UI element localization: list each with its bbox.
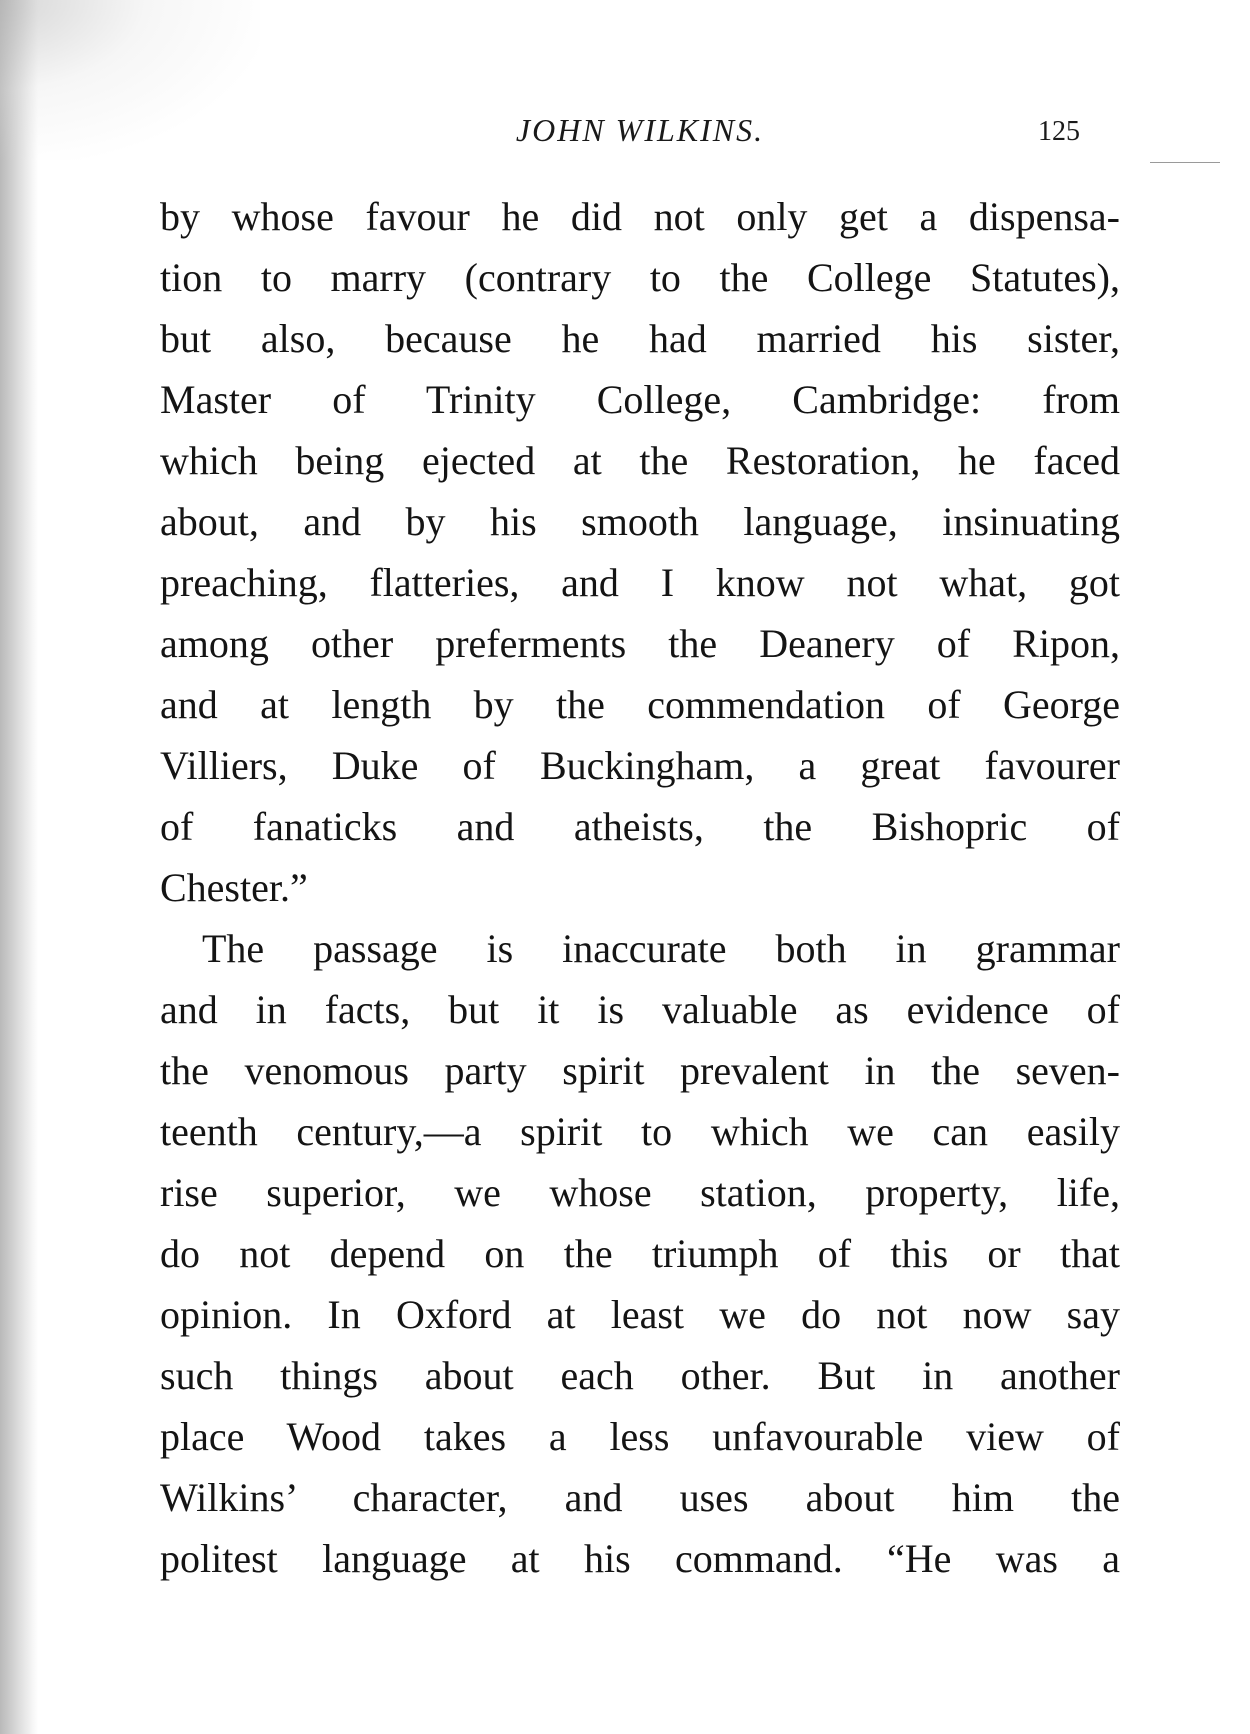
text-line: Master of Trinity College, Cambridge: from xyxy=(160,377,1120,422)
text-line: rise superior, we whose station, property, life, xyxy=(160,1170,1120,1215)
page-number: 125 xyxy=(1038,116,1080,147)
text-line: politest language at his command. “He was a xyxy=(160,1536,1120,1581)
header-rule xyxy=(1150,162,1220,163)
text-line: among other preferments the Deanery of Ripon, xyxy=(160,621,1120,666)
text-line: preaching, flatteries, and I know not what, got xyxy=(160,560,1120,605)
text-line: and in facts, but it is valuable as evidence of xyxy=(160,987,1120,1032)
running-head xyxy=(160,112,1120,162)
text-line: Wilkins’ character, and uses about him the xyxy=(160,1475,1120,1520)
text-line: Chester.” xyxy=(160,865,308,910)
text-line: and at length by the commendation of George xyxy=(160,682,1120,727)
text-line: tion to marry (contrary to the College Statutes), xyxy=(160,255,1120,300)
running-title: JOHN WILKINS. xyxy=(515,112,765,148)
text-line: by whose favour he did not only get a dispensa- xyxy=(160,194,1120,239)
text-line: but also, because he had married his sister, xyxy=(160,316,1120,361)
body-text xyxy=(160,186,1120,1589)
text-line: place Wood takes a less unfavourable view of xyxy=(160,1414,1120,1459)
text-line: teenth century,—a spirit to which we can easily xyxy=(160,1109,1120,1154)
text-line: The passage is inaccurate both in grammar xyxy=(202,926,1120,971)
text-line: Villiers, Duke of Buckingham, a great favourer xyxy=(160,743,1120,788)
text-line: which being ejected at the Restoration, he faced xyxy=(160,438,1120,483)
text-line: opinion. In Oxford at least we do not now say xyxy=(160,1292,1120,1337)
scan-gutter-shadow xyxy=(0,0,38,1734)
text-line: the venomous party spirit prevalent in the seven- xyxy=(160,1048,1120,1093)
text-line: of fanaticks and atheists, the Bishopric of xyxy=(160,804,1120,849)
text-line: about, and by his smooth language, insinuating xyxy=(160,499,1120,544)
text-line: do not depend on the triumph of this or that xyxy=(160,1231,1120,1276)
text-line: such things about each other. But in another xyxy=(160,1353,1120,1398)
